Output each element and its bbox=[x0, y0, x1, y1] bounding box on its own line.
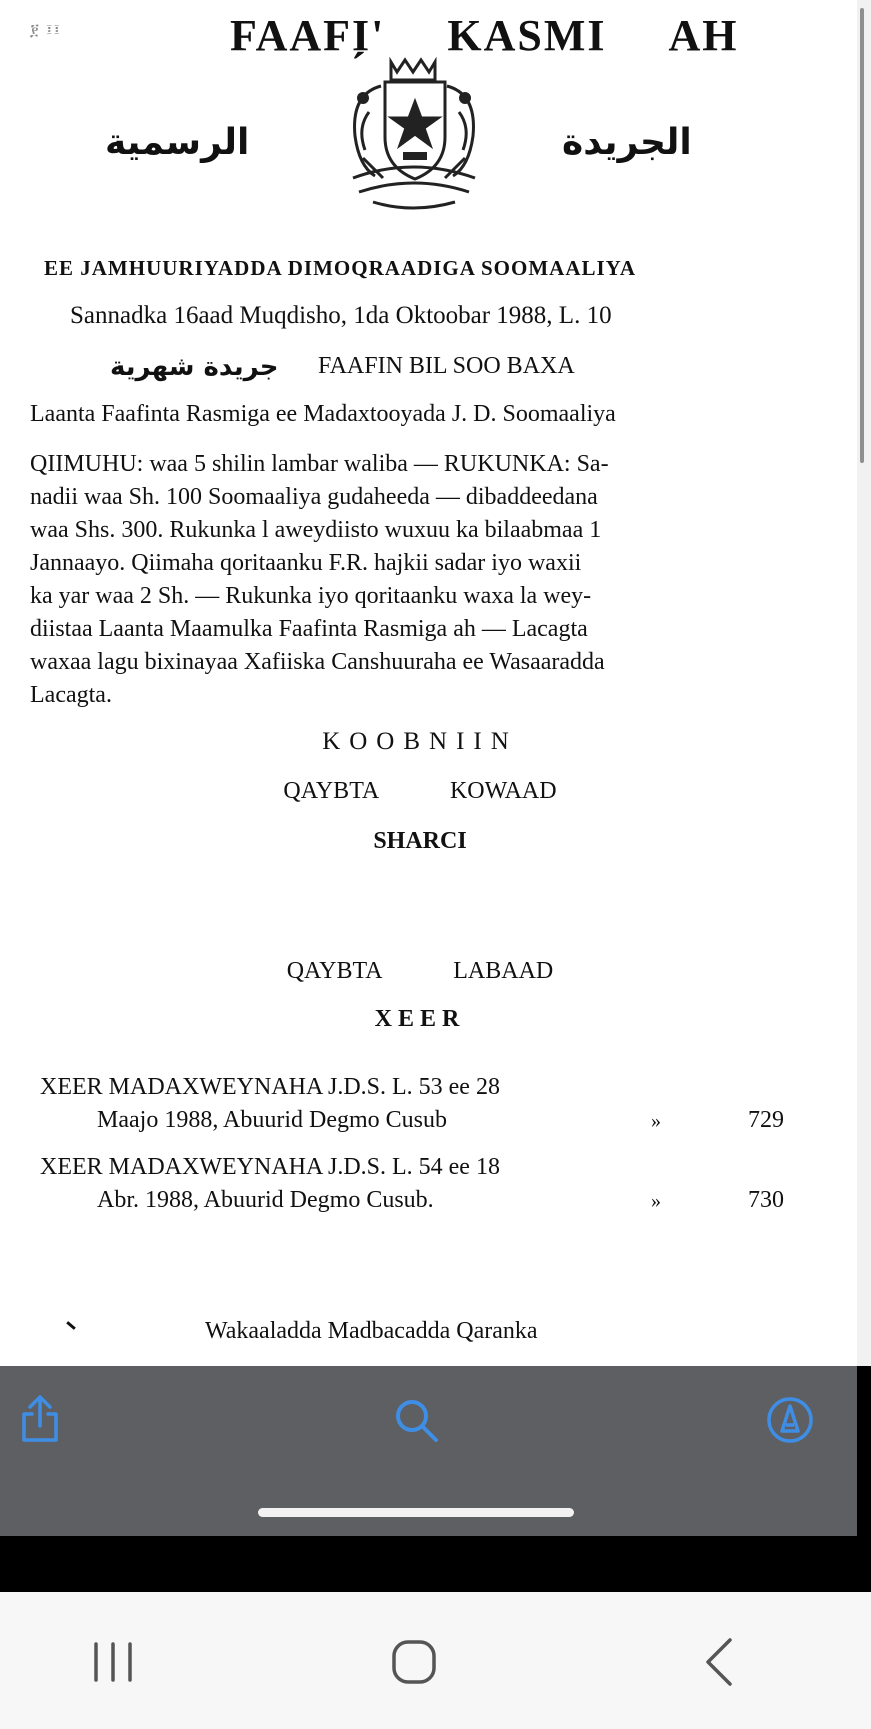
pricing-paragraph bbox=[30, 448, 792, 712]
dateline: Sannadka 16aad Muqdisho, 1da Oktoobar 1988, L. 10 bbox=[70, 302, 612, 329]
masthead-word-2: KASMI bbox=[447, 11, 607, 60]
search-icon[interactable] bbox=[392, 1396, 440, 1444]
contents-heading: KOOBNIIN bbox=[322, 728, 518, 755]
publication-frequency: FAAFIN BIL SOO BAXA bbox=[318, 353, 575, 379]
recent-apps-icon[interactable] bbox=[88, 1640, 138, 1684]
share-icon[interactable] bbox=[18, 1394, 62, 1444]
scrollbar[interactable] bbox=[857, 0, 871, 1366]
part-two-heading: QAYBTA LABAAD bbox=[286, 958, 554, 984]
home-indicator-bar[interactable] bbox=[258, 1508, 574, 1517]
paragraph-line: Jannaayo. Qiimaha qoritaanku F.R. hajkii sadar iyo waxii bbox=[30, 550, 582, 576]
paragraph-line: nadii waa Sh. 100 Soomaaliya gudaheeda — dibaddeedana bbox=[30, 484, 598, 510]
scrollbar-thumb[interactable] bbox=[860, 8, 864, 463]
arabic-gazette: الجريدة bbox=[562, 122, 692, 163]
corner-smudge: ፻ ፤፤ bbox=[30, 20, 62, 39]
screen-divider bbox=[0, 1536, 871, 1592]
paragraph-line: waa Shs. 300. Rukunka l aweydiisto wuxuu ka bilaabmaa 1 bbox=[30, 517, 602, 543]
stray-mark bbox=[66, 1321, 76, 1330]
paragraph-line: ka yar waa 2 Sh. — Rukunka iyo qoritaanku waxa la wey- bbox=[30, 583, 592, 609]
entry-marker: » bbox=[651, 1110, 661, 1132]
republic-line: EE JAMHUURIYADDA DIMOQRAADIGA SOOMAALIYA bbox=[44, 256, 637, 280]
arabic-official: الرسمية bbox=[105, 122, 250, 163]
entry-marker: » bbox=[651, 1190, 661, 1212]
entry-subtitle: Maajo 1988, Abuurid Degmo Cusub bbox=[97, 1107, 447, 1133]
paragraph-line: Lacagta. bbox=[30, 682, 112, 708]
paragraph-line: diistaa Laanta Maamulka Faafinta Rasmiga ah — Lacagta bbox=[30, 616, 588, 642]
toolbar-edge bbox=[857, 1366, 871, 1536]
entry-page-number: 730 bbox=[748, 1187, 784, 1213]
law-heading: SHARCI bbox=[373, 828, 467, 854]
printer-line: Wakaaladda Madbacadda Qaranka bbox=[205, 1318, 538, 1344]
back-icon[interactable] bbox=[700, 1636, 736, 1688]
paragraph-line: QIIMUHU: waa 5 shilin lambar waliba — RUKUNKA: Sa- bbox=[30, 451, 609, 477]
home-icon[interactable] bbox=[390, 1638, 438, 1686]
decrees-heading: XEER bbox=[374, 1006, 466, 1032]
entry-subtitle: Abr. 1988, Abuurid Degmo Cusub. bbox=[97, 1187, 434, 1213]
markup-pen-icon[interactable] bbox=[765, 1395, 815, 1445]
arabic-monthly: جريدة شهرية bbox=[110, 352, 279, 382]
entry-page-number: 729 bbox=[748, 1107, 784, 1133]
entry-title: XEER MADAXWEYNAHA J.D.S. L. 53 ee 28 bbox=[40, 1074, 500, 1100]
masthead-word-3: AH bbox=[668, 11, 739, 60]
coat-of-arms-emblem bbox=[333, 52, 495, 218]
entry-title: XEER MADAXWEYNAHA J.D.S. L. 54 ee 18 bbox=[40, 1154, 500, 1180]
part-one-heading: QAYBTA KOWAAD bbox=[283, 778, 557, 804]
paragraph-line: waxaa lagu bixinayaa Xafiiska Canshuuraha ee Wasaaradda bbox=[30, 649, 605, 675]
department-line: Laanta Faafinta Rasmiga ee Madaxtooyada J. D. Soomaaliya bbox=[30, 401, 616, 427]
masthead-word-1: FAAFI̗' bbox=[230, 11, 386, 60]
